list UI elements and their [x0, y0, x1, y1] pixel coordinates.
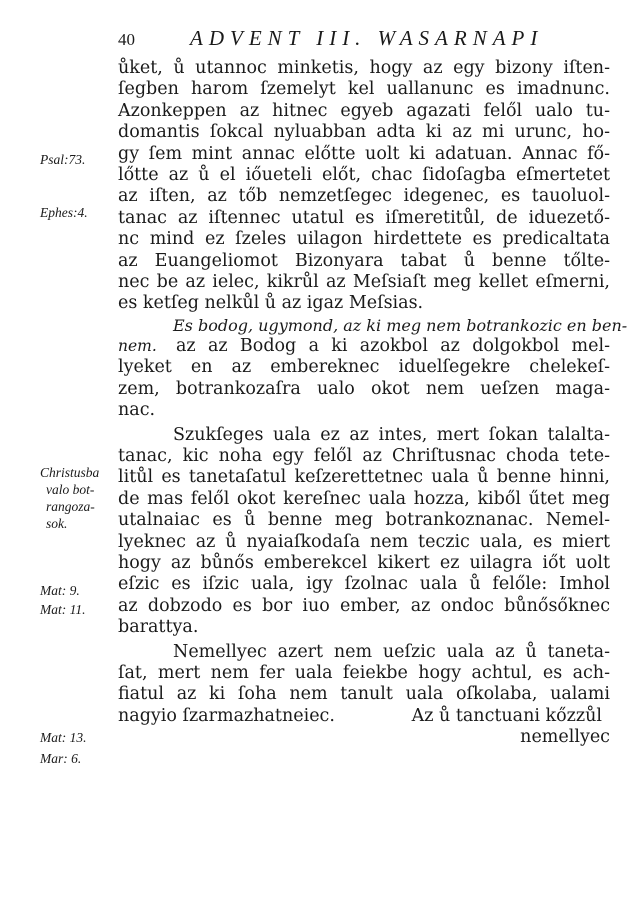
text-line: nagyio ſzarmazhatneiec.: [118, 705, 335, 726]
text-line: tanac az iſtennec utatul es iſmeretitůl, de iduezető-: [118, 207, 610, 228]
text-line: az iſten, az tőb nemzetſegec idegenec, es tauoluol-: [118, 186, 610, 207]
text-line: lyeknec az ů nyaiaſkodaſa nem teczic uala, es miert: [118, 531, 610, 552]
margin-note-psalm: Psal:73.: [40, 152, 86, 167]
text-line: az Euangeliomot Bizonyara tabat ů benne tőlte-: [118, 250, 610, 271]
text-line: Az ů tanctuani kőzzůl: [411, 705, 602, 726]
margin-note-matthew-9: Mat: 9.: [40, 583, 80, 598]
text-line: eſzic es iſzic uala, igy ſzolnac uala ů felőle: Imhol: [118, 574, 610, 595]
margin-note-topic-line: Christusba: [40, 465, 100, 480]
text-line: gy ſem mint annac előtte uolt ki adatuan. Annac fő-: [118, 143, 610, 164]
text-line-split: [118, 706, 610, 727]
running-title: ADVENT III. WASARNAPI: [190, 26, 544, 50]
text-line: az dobzodo es bor iuo ember, az ondoc bůnősőknec: [118, 595, 610, 616]
text-line: litůl es tanetaſatul keſzerettetnec uala ů benne hinni,: [118, 467, 610, 488]
paragraph-start: Szukſeges uala ez az intes, mert ſokan talalta-: [173, 424, 610, 445]
paragraph-start: Nemellyec azert nem ueſzic uala az ů taneta-: [173, 641, 610, 662]
margin-note-matthew-11: Mat: 11.: [40, 602, 86, 617]
text-line: utalnaiac es ů benne meg botrankoznanac. Nemel-: [118, 510, 610, 531]
text-line: Azonkeppen az hitnec egyeb agazati felől ualo tu-: [118, 100, 610, 121]
margin-note-matthew-13: Mat: 13.: [40, 730, 87, 745]
text-line: lyeket en az embereknec iduelſegekre chelekeſ-: [118, 357, 610, 378]
text-line: ſat, mert nem fer uala feiekbe hogy achtul, es ach-: [118, 662, 610, 683]
text-line: domantis ſokcal nyluabban adta ki az mi urunc, ho-: [118, 122, 610, 143]
text-line: ůket, ů utannoc minketis, hogy az egy bizony iſten-: [118, 58, 610, 78]
scripture-quote: Es bodog, ugymond, az ki meg nem botrankozic en ben-: [173, 315, 628, 335]
text-line: az az Bodog a ki azokbol az dolgokbol mel-: [176, 336, 610, 357]
text-line: zem, botrankozaſra ualo okot nem ueſzen maga-: [118, 378, 610, 399]
running-head: [118, 26, 618, 56]
margin-note-ephesians: Ephes:4.: [40, 205, 88, 220]
text-line: hogy az bůnős emberekcel kikert ez uilagra iőt uolt: [118, 552, 610, 573]
text-line: lőtte az ů el iőueteli előt, chac ſidoſagba eſmertetet: [118, 164, 610, 185]
page-number: 40: [118, 30, 135, 49]
margin-note-topic: [40, 464, 99, 532]
catchword: nemellyec: [520, 727, 610, 748]
text-line: barattya.: [118, 617, 199, 638]
text-line: de mas felől okot kereſnec uala hozza, kiből űtet meg: [118, 488, 610, 509]
text-line: nc mind ez ſzeles uilagon hirdettete es predicaltata: [118, 229, 610, 250]
text-line: fiatul az ki ſoha nem tanult uala oſkolaba, ualami: [118, 684, 610, 705]
body-text: [118, 58, 628, 749]
text-line-split: [118, 336, 610, 357]
margin-notes: [40, 0, 116, 900]
margin-note-topic-line: rangoza-: [46, 499, 95, 514]
text-line: nec be az ielec, kikrůl az Meſsiaſt meg kellet eſmerni,: [118, 271, 610, 292]
text-line: nac.: [118, 400, 156, 421]
margin-note-mark-6: Mar: 6.: [40, 751, 82, 766]
margin-note-topic-line: valo bot-: [46, 482, 95, 497]
text-line: tanac, kic noha egy felől az Chriſtusnac choda tete-: [118, 446, 610, 467]
text-line: ſegben harom ſzemelyt kel uallanunc es imadnunc.: [118, 79, 610, 100]
margin-note-topic-line: sok.: [46, 516, 68, 531]
scripture-quote-end: nem.: [118, 337, 157, 356]
text-line: es ketſeg nelkůl ů az igaz Meſsias.: [118, 293, 424, 314]
